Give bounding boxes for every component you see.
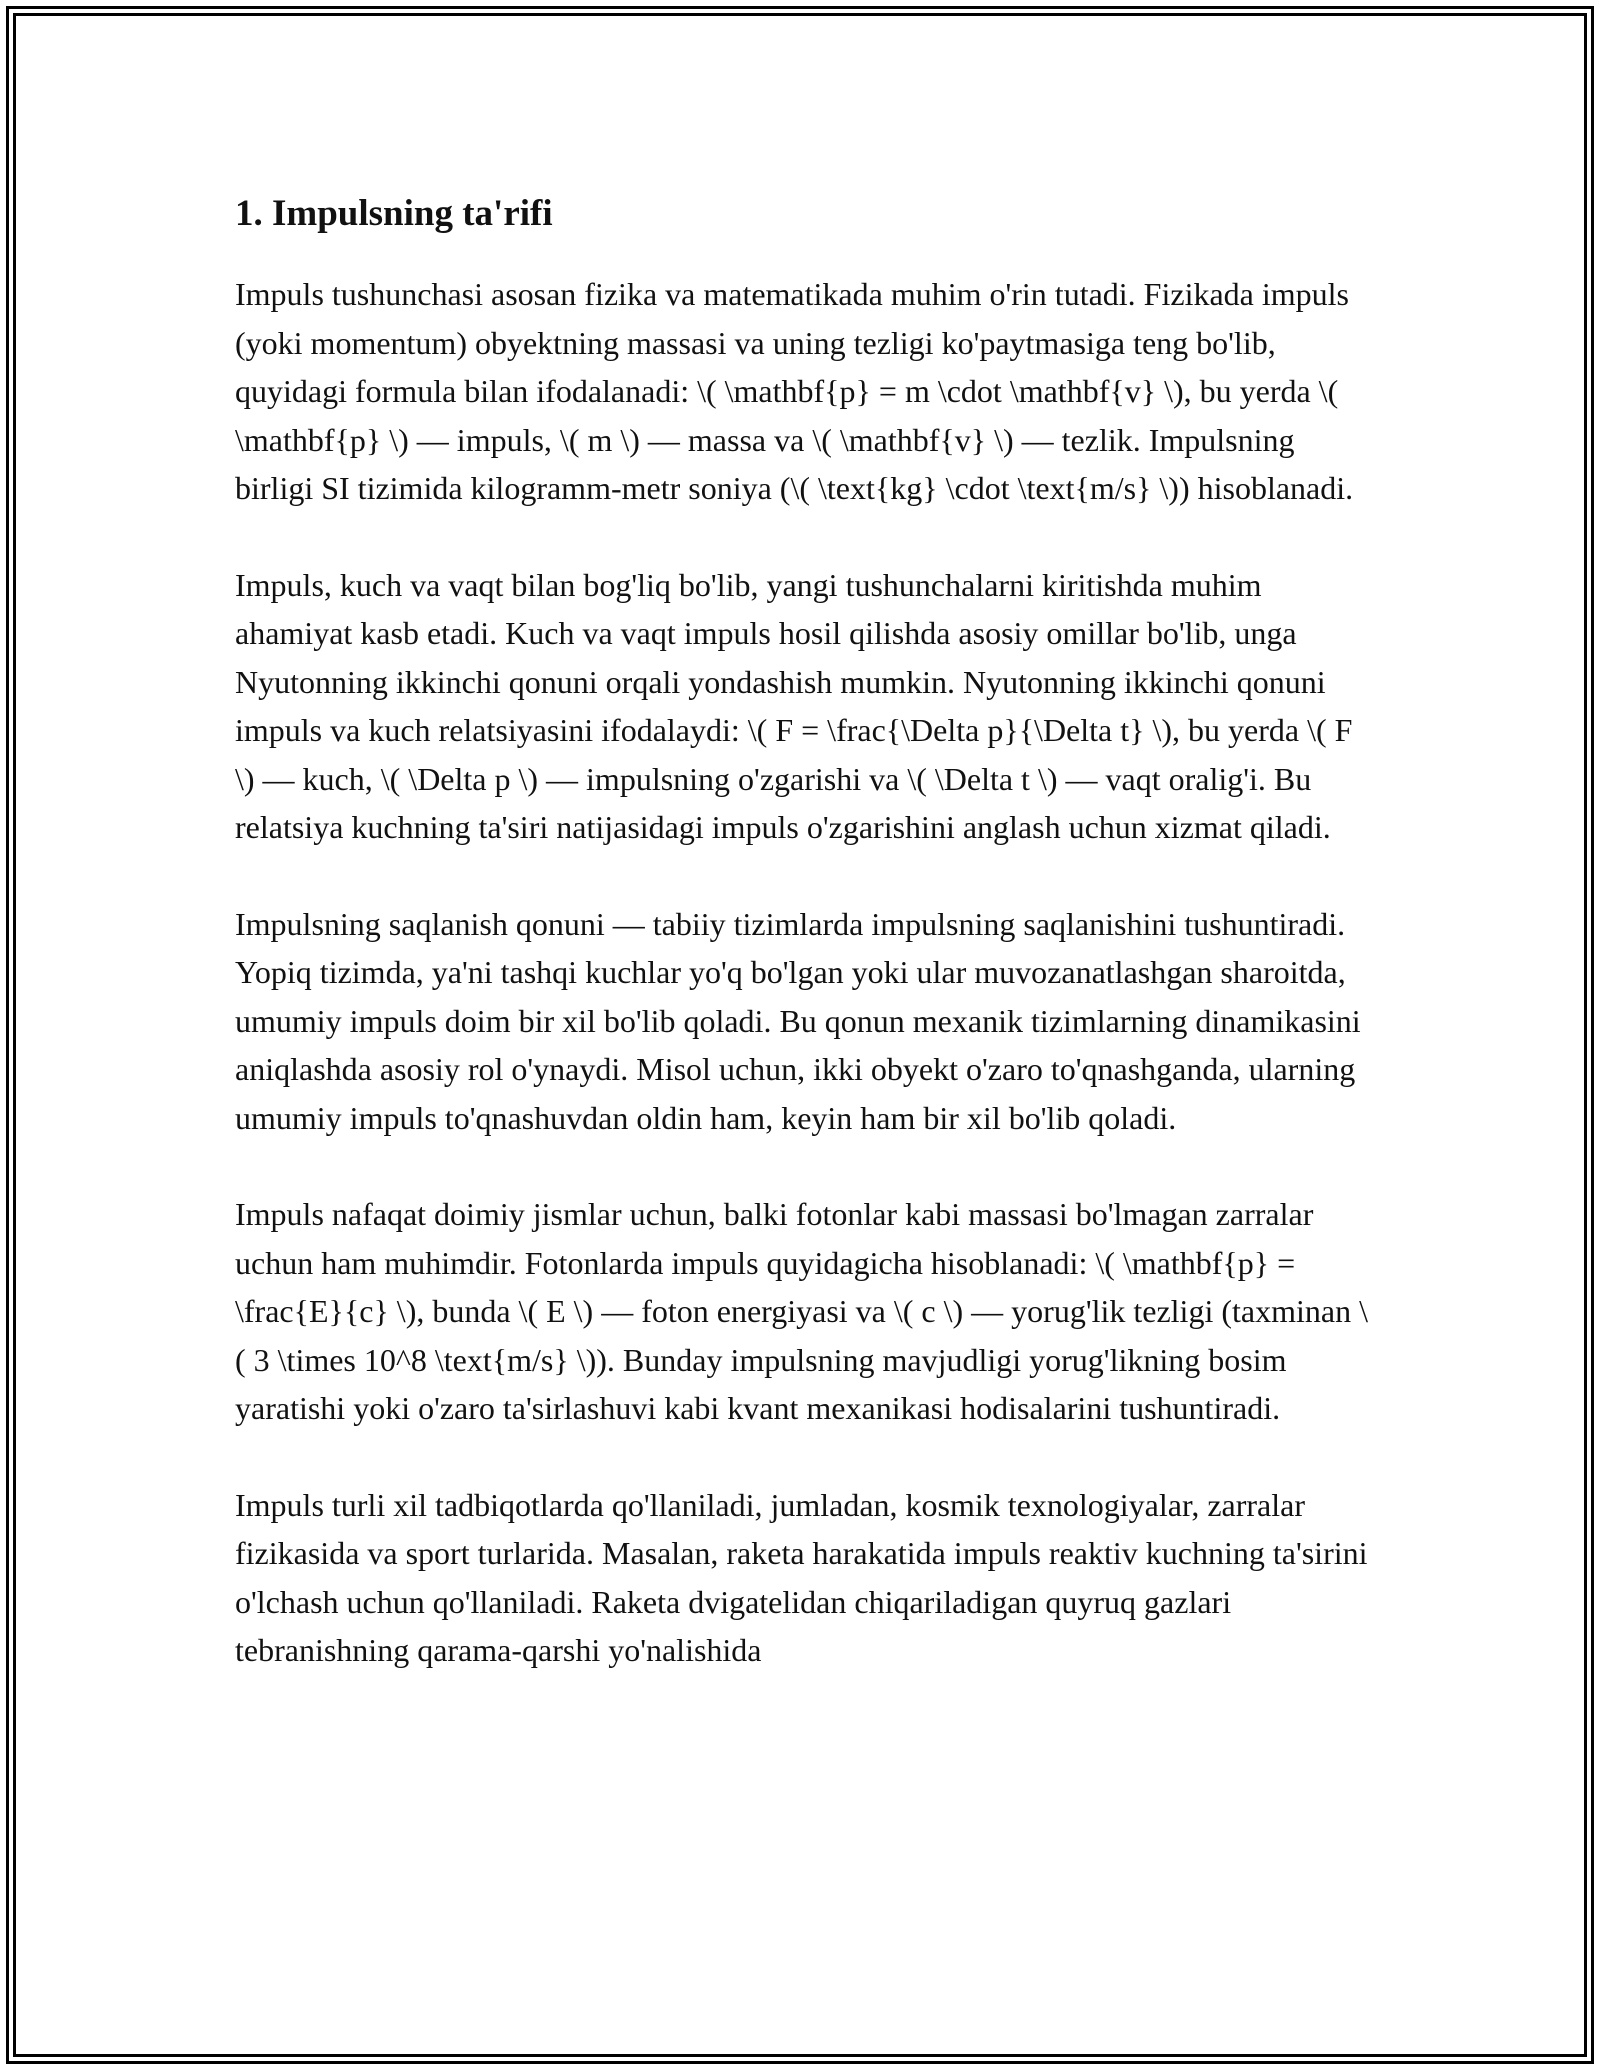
section-title: 1. Impulsning ta'rifi [235,193,553,234]
document-body [235,186,1370,1723]
paragraph-applications: Impuls turli xil tadbiqotlarda qo'llaniladi, jumladan, kosmik texnologiyalar, zarralar fizikasida va sport turlarida. Masalan, raketa harakatida impuls reaktiv kuchning ta'sirini o'lchash uchun qo'llaniladi. Raketa dvigatelidan chiqariladigan quyruq gazlari tebranishning qarama-qarshi yo'nalishida [235,1486,1368,1668]
paragraph-force-time: Impuls, kuch va vaqt bilan bog'liq bo'lib, yangi tushunchalarni kiritishda muhim ahamiyat kasb etadi. Kuch va vaqt impuls hosil qilishda asosiy omillar bo'lib, unga Nyutonning ikkinchi qonuni orqali yondashish mumkin. Nyutonning ikkinchi qonuni impuls va kuch relatsiyasini ifodalaydi: \( F = \frac{\Delta p}{\Delta t} \), bu yerda \( F \) — kuch, \( \Delta p \) — impulsning o'zgarishi va \( \Delta t \) — vaqt oralig'i. Bu relatsiya kuchning ta'siri natijasidagi impuls o'zgarishini anglash uchun xizmat qiladi. [235,566,1353,845]
paragraph-definition: Impuls tushunchasi asosan fizika va matematikada muhim o'rin tutadi. Fizikada impuls (yoki momentum) obyektning massasi va uning tezligi ko'paytmasiga teng bo'lib, quyidagi formula bilan ifodalanadi: \( \mathbf{p} = m \cdot \mathbf{v} \), bu yerda \( \mathbf{p} \) — impuls, \( m \) — massa va \( \mathbf{v} \) — tezlik. Impulsning birligi SI tizimida kilogramm-metr soniya (\( \text{kg} \cdot \text{m/s} \)) hisoblanadi. [235,276,1354,506]
paragraph-photons: Impuls nafaqat doimiy jismlar uchun, balki fotonlar kabi massasi bo'lmagan zarralar uchun ham muhimdir. Fotonlarda impuls quyidagicha hisoblanadi: \( \mathbf{p} = \frac{E}{c} \), bunda \( E \) — foton energiyasi va \( c \) — yorug'lik tezligi (taxminan \( 3 \times 10^8 \text{m/s} \)). Bunday impulsning mavjudligi yorug'likning bosim yaratishi yoki o'zaro ta'sirlashuvi kabi kvant mexanikasi hodisalarini tushuntiradi. [235,1196,1368,1426]
paragraph-conservation: Impulsning saqlanish qonuni — tabiiy tizimlarda impulsning saqlanishini tushuntiradi. Yopiq tizimda, ya'ni tashqi kuchlar yo'q bo'lgan yoki ular muvozanatlashgan sharoitda, umumiy impuls doim bir xil bo'lib qoladi. Bu qonun mexanik tizimlarning dinamikasini aniqlashda asosiy rol o'ynaydi. Misol uchun, ikki obyekt o'zaro to'qnashganda, ularning umumiy impuls to'qnashuvdan oldin ham, keyin ham bir xil bo'lib qoladi. [235,905,1361,1136]
